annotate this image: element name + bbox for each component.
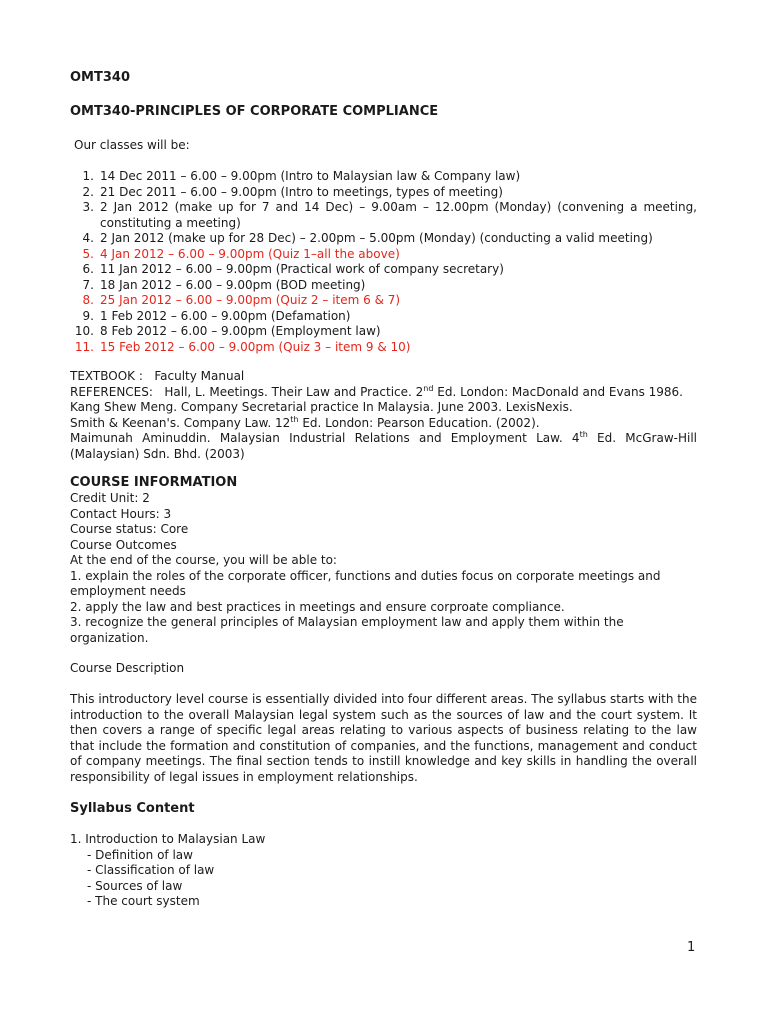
class-item: 3. 2 Jan 2012 (make up for 7 and 14 Dec) – 9.00am – 12.00pm (Monday) (convening a meeting, constituting a meeting) xyxy=(82,200,697,230)
class-item: 7. 18 Jan 2012 – 6.00 – 9.00pm (BOD meeting) xyxy=(82,277,366,292)
course-title: OMT340-PRINCIPLES OF CORPORATE COMPLIANCE xyxy=(70,104,439,119)
reference-4: Maimunah Aminuddin. Malaysian Industrial Relations and Employment Law. 4th Ed. McGraw-Hill (Malaysian) Sdn. Bhd. (2003) xyxy=(70,430,697,461)
course-code: OMT340 xyxy=(70,70,130,85)
reference-1: REFERENCES: Hall, L. Meetings. Their Law and Practice. 2nd Ed. London: MacDonald and Evans 1986. xyxy=(70,383,683,399)
class-item-quiz: 5. 4 Jan 2012 – 6.00 – 9.00pm (Quiz 1–all the above) xyxy=(82,246,400,261)
class-item: 2. 21 Dec 2011 – 6.00 – 9.00pm (Intro to meetings, types of meeting) xyxy=(82,184,503,199)
outcome-item: 3. recognize the general principles of Malaysian employment law and apply them within the organization. xyxy=(70,615,624,645)
class-item: 6. 11 Jan 2012 – 6.00 – 9.00pm (Practical work of company secretary) xyxy=(82,262,504,276)
outcome-item: 2. apply the law and best practices in meetings and ensure corproate compliance. xyxy=(70,599,565,614)
class-item-quiz: 8. 25 Jan 2012 – 6.00 – 9.00pm (Quiz 2 – item 6 & 7) xyxy=(82,293,401,307)
syllabus-subtopic: - Sources of law xyxy=(87,878,183,893)
syllabus-list xyxy=(70,832,697,910)
credit-unit: Credit Unit: 2 xyxy=(70,491,150,505)
course-description-text: This introductory level course is essentially divided into four different areas. The syllabus starts with the introduction to the overall Malaysian legal system such as the sources of law and the court system. It then covers a range of specific legal areas relating to various aspects of business relating to the law that include the formation and constitution of companies, and the functions, management and conduct of company meetings. The final section tends to instill knowledge and key skills in handling the overall responsibility of legal issues in employment relationships. xyxy=(70,692,697,784)
course-status: Course status: Core xyxy=(70,522,189,536)
class-item: 9. 1 Feb 2012 – 6.00 – 9.00pm (Defamation) xyxy=(82,308,351,323)
course-outcomes-label: Course Outcomes xyxy=(70,537,177,552)
reference-2: Kang Shew Meng. Company Secretarial practice In Malaysia. June 2003. LexisNexis. xyxy=(70,400,573,414)
contact-hours: Contact Hours: 3 xyxy=(70,506,172,521)
syllabus-topic: 1. Introduction to Malaysian Law xyxy=(70,832,266,846)
class-item: 10. 8 Feb 2012 – 6.00 – 9.00pm (Employment law) xyxy=(74,324,381,338)
syllabus-subtopic: - Classification of law xyxy=(87,863,215,877)
outcomes-intro: At the end of the course, you will be able to: xyxy=(70,553,337,567)
references-section xyxy=(70,369,697,462)
classes-intro: Our classes will be: xyxy=(74,138,190,152)
course-info-heading: COURSE INFORMATION xyxy=(70,475,238,490)
class-item: 1. 14 Dec 2011 – 6.00 – 9.00pm (Intro to Malaysian law & Company law) xyxy=(82,169,521,183)
textbook-line: TEXTBOOK : Faculty Manual xyxy=(70,369,245,383)
syllabus-heading: Syllabus Content xyxy=(70,801,195,816)
syllabus-subtopic: - The court system xyxy=(87,894,200,908)
course-information-section xyxy=(70,475,697,646)
syllabus-subtopic: - Definition of law xyxy=(87,847,193,862)
course-description-heading: Course Description xyxy=(70,661,185,675)
class-item-quiz: 11. 15 Feb 2012 – 6.00 – 9.00pm (Quiz 3 – item 9 & 10) xyxy=(74,339,411,354)
page-number: 1 xyxy=(687,940,696,955)
outcome-item: 1. explain the roles of the corporate officer, functions and duties focus on corporate meetings and employment needs xyxy=(70,568,661,598)
class-item: 4. 2 Jan 2012 (make up for 28 Dec) – 2.00pm – 5.00pm (Monday) (conducting a valid meeting) xyxy=(82,231,653,245)
class-schedule-list xyxy=(70,169,697,355)
reference-3: Smith & Keenan's. Company Law. 12th Ed. London: Pearson Education. (2002). xyxy=(70,414,540,430)
